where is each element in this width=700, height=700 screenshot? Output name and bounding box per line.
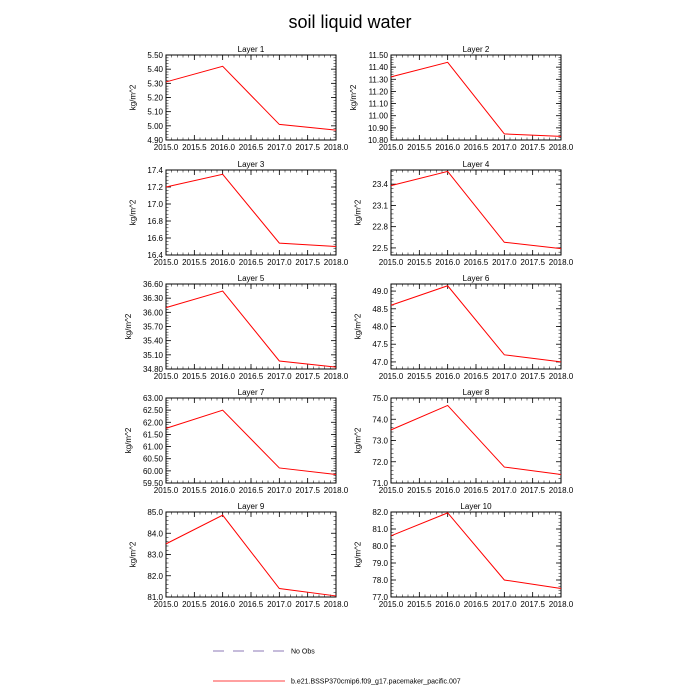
layer-7-ytick-label: 60.50 xyxy=(142,454,163,464)
layer-3-panel xyxy=(129,160,349,267)
layer-3-xtick-label: 2015.0 xyxy=(153,258,179,267)
layer-2-xtick-label: 2015.0 xyxy=(378,143,404,152)
layer-10-xtick-label: 2018.0 xyxy=(548,600,574,609)
layer-3-ylabel: kg/m^2 xyxy=(128,199,138,226)
layer-1-xtick-label: 2016.5 xyxy=(238,143,264,152)
layer-2-ytick-label: 11.50 xyxy=(368,51,388,60)
layer-8-ytick-label: 74.0 xyxy=(372,415,388,425)
layer-4-series-line xyxy=(391,171,561,248)
layer-4-xtick-label: 2018.0 xyxy=(548,258,574,267)
layer-10-ytick-label: 80.0 xyxy=(372,542,388,551)
layer-6-series-line xyxy=(391,286,561,362)
layer-6-xtick-label: 2018.0 xyxy=(548,372,574,381)
layer-2-xtick-label: 2016.5 xyxy=(463,143,489,152)
layer-1-xtick-label: 2015.0 xyxy=(153,143,179,152)
layer-7-xtick-label: 2017.5 xyxy=(295,486,320,495)
layer-1-xtick-label: 2015.5 xyxy=(182,143,207,152)
layer-9-ylabel: kg/m^2 xyxy=(128,541,138,568)
layer-8-ytick-label: 75.0 xyxy=(372,394,388,403)
layer-9-frame xyxy=(166,512,336,597)
layer-8-xtick-label: 2016.0 xyxy=(435,486,460,495)
layer-9-panel xyxy=(129,502,349,609)
layer-4-ytick-label: 22.5 xyxy=(372,243,388,253)
layer-2-title: Layer 2 xyxy=(462,45,490,54)
layer-7-xtick-label: 2015.0 xyxy=(153,486,179,495)
layer-8-xtick-label: 2015.0 xyxy=(378,486,404,495)
layer-8-frame xyxy=(391,398,561,483)
layer-10-xtick-label: 2015.5 xyxy=(407,600,432,609)
layer-2-xtick-label: 2015.5 xyxy=(407,143,432,152)
layer-5-series-line xyxy=(166,291,336,367)
layer-2-xtick-label: 2017.5 xyxy=(520,143,545,152)
layer-2-panel xyxy=(349,45,574,152)
layer-9-xtick-label: 2017.0 xyxy=(267,600,292,609)
layer-10-ytick-label: 78.0 xyxy=(372,576,388,585)
layer-1-xtick-label: 2017.0 xyxy=(267,143,292,152)
layer-1-xtick-label: 2017.5 xyxy=(295,143,320,152)
layer-4-ylabel: kg/m^2 xyxy=(353,199,363,226)
layer-6-ytick-label: 47.5 xyxy=(372,340,388,350)
layer-7-ytick-label: 62.50 xyxy=(142,406,163,416)
layer-9-ytick-label: 83.0 xyxy=(147,550,163,560)
layer-4-panel xyxy=(354,160,574,267)
layer-2-ytick-label: 11.00 xyxy=(368,111,388,121)
layer-7-panel xyxy=(124,388,349,495)
layer-5-xtick-label: 2018.0 xyxy=(323,372,349,381)
layer-7-xtick-label: 2018.0 xyxy=(323,486,349,495)
layer-7-ytick-label: 62.00 xyxy=(142,418,163,428)
layer-1-ytick-label: 5.10 xyxy=(147,107,163,117)
layer-2-ytick-label: 11.30 xyxy=(368,75,388,85)
layer-5-panel xyxy=(124,274,349,381)
layer-8-ylabel: kg/m^2 xyxy=(353,427,363,454)
layer-6-ytick-label: 48.5 xyxy=(372,304,388,314)
layer-7-frame xyxy=(166,398,336,483)
layer-7-ytick-label: 61.50 xyxy=(142,430,163,440)
layer-5-ylabel: kg/m^2 xyxy=(124,313,133,340)
layer-6-ylabel: kg/m^2 xyxy=(353,313,363,340)
layer-3-ytick-label: 17.4 xyxy=(147,166,163,175)
layer-8-xtick-label: 2018.0 xyxy=(548,486,574,495)
layer-6-title: Layer 6 xyxy=(462,274,490,283)
layer-5-xtick-label: 2017.0 xyxy=(267,372,292,381)
layer-1-series-line xyxy=(166,66,336,130)
layer-5-title: Layer 5 xyxy=(237,274,265,283)
layer-3-xtick-label: 2018.0 xyxy=(323,258,349,267)
layer-7-xtick-label: 2016.5 xyxy=(238,486,264,495)
layer-2-ytick-label: 11.10 xyxy=(368,99,388,109)
layer-1-xtick-label: 2018.0 xyxy=(323,143,349,152)
layer-1-ytick-label: 5.00 xyxy=(147,121,163,131)
legend xyxy=(213,649,461,686)
layer-8-ytick-label: 73.0 xyxy=(372,436,388,446)
panels xyxy=(124,45,574,609)
layer-6-xtick-label: 2017.0 xyxy=(492,372,517,381)
layer-6-panel xyxy=(354,274,574,381)
layer-6-xtick-label: 2015.0 xyxy=(378,372,404,381)
layer-4-ytick-label: 23.1 xyxy=(372,201,388,211)
layer-10-panel xyxy=(354,502,574,609)
layer-1-ytick-label: 4.90 xyxy=(147,136,163,145)
layer-5-xtick-label: 2016.5 xyxy=(238,372,264,381)
layer-2-xtick-label: 2017.0 xyxy=(492,143,517,152)
layer-6-xtick-label: 2015.5 xyxy=(407,372,432,381)
layer-5-ytick-label: 34.80 xyxy=(142,365,163,374)
layer-5-xtick-label: 2015.5 xyxy=(182,372,207,381)
layer-7-series-line xyxy=(166,410,336,474)
layer-1-ytick-label: 5.30 xyxy=(147,79,163,89)
layer-4-title: Layer 4 xyxy=(462,160,490,169)
figure-title: soil liquid water xyxy=(288,12,412,32)
layer-4-xtick-label: 2017.0 xyxy=(492,258,517,267)
layer-1-title: Layer 1 xyxy=(237,45,265,54)
layer-7-ylabel: kg/m^2 xyxy=(124,427,133,454)
layer-8-xtick-label: 2016.5 xyxy=(463,486,489,495)
layer-2-ylabel: kg/m^2 xyxy=(349,84,358,111)
layer-7-xtick-label: 2016.0 xyxy=(210,486,235,495)
layer-10-ytick-label: 81.0 xyxy=(372,525,388,534)
layer-1-ytick-label: 5.50 xyxy=(147,51,163,60)
layer-5-ytick-label: 36.00 xyxy=(142,308,163,318)
layer-2-ytick-label: 11.40 xyxy=(368,63,388,73)
layer-1-panel xyxy=(129,45,349,152)
layer-5-xtick-label: 2015.0 xyxy=(153,372,179,381)
layer-10-xtick-label: 2015.0 xyxy=(378,600,404,609)
layer-4-xtick-label: 2015.5 xyxy=(407,258,432,267)
layer-7-ytick-label: 60.00 xyxy=(142,466,163,476)
layer-8-panel xyxy=(354,388,574,495)
layer-1-ytick-label: 5.40 xyxy=(147,65,163,75)
layer-5-ytick-label: 35.40 xyxy=(142,336,163,346)
layer-10-ytick-label: 79.0 xyxy=(372,559,388,568)
layer-3-title: Layer 3 xyxy=(237,160,265,169)
layer-1-ytick-label: 5.20 xyxy=(147,93,163,103)
layer-4-xtick-label: 2017.5 xyxy=(520,258,545,267)
layer-7-ytick-label: 61.00 xyxy=(142,442,163,452)
layer-3-frame xyxy=(166,170,336,255)
layer-9-ytick-label: 82.0 xyxy=(147,571,163,581)
layer-3-xtick-label: 2016.5 xyxy=(238,258,264,267)
layer-2-ytick-label: 10.80 xyxy=(367,136,388,145)
layer-9-ytick-label: 85.0 xyxy=(147,508,163,517)
layer-9-xtick-label: 2015.0 xyxy=(153,600,179,609)
layer-3-xtick-label: 2017.5 xyxy=(295,258,320,267)
layer-3-xtick-label: 2017.0 xyxy=(267,258,292,267)
layer-4-xtick-label: 2016.5 xyxy=(463,258,489,267)
layer-2-ytick-label: 10.90 xyxy=(367,123,388,133)
layer-10-ytick-label: 77.0 xyxy=(372,593,388,602)
layer-9-series-line xyxy=(166,515,336,596)
layer-6-xtick-label: 2017.5 xyxy=(520,372,545,381)
layer-10-xtick-label: 2017.0 xyxy=(492,600,517,609)
layer-3-series-line xyxy=(166,174,336,246)
layer-3-ytick-label: 16.8 xyxy=(147,217,163,226)
layer-4-xtick-label: 2016.0 xyxy=(435,258,460,267)
layer-3-xtick-label: 2015.5 xyxy=(182,258,207,267)
layer-2-series-line xyxy=(391,62,561,136)
layer-8-xtick-label: 2017.5 xyxy=(520,486,545,495)
layer-4-ytick-label: 23.4 xyxy=(372,180,388,190)
layer-7-xtick-label: 2015.5 xyxy=(182,486,207,495)
layer-7-ytick-label: 63.00 xyxy=(142,394,163,403)
layer-8-xtick-label: 2015.5 xyxy=(407,486,432,495)
layer-3-ytick-label: 16.6 xyxy=(147,234,163,243)
layer-10-xtick-label: 2017.5 xyxy=(520,600,545,609)
layer-9-ytick-label: 84.0 xyxy=(147,529,163,539)
layer-8-title: Layer 8 xyxy=(462,388,490,397)
layer-6-xtick-label: 2016.5 xyxy=(463,372,489,381)
layer-10-ytick-label: 82.0 xyxy=(372,508,388,517)
layer-1-xtick-label: 2016.0 xyxy=(210,143,235,152)
layer-8-ytick-label: 71.0 xyxy=(372,479,388,488)
layer-5-ytick-label: 36.60 xyxy=(142,280,163,289)
layer-10-title: Layer 10 xyxy=(460,502,492,511)
layer-5-ytick-label: 36.30 xyxy=(142,294,163,304)
layer-10-ylabel: kg/m^2 xyxy=(353,541,363,568)
layer-5-xtick-label: 2016.0 xyxy=(210,372,235,381)
layer-9-title: Layer 9 xyxy=(237,502,265,511)
layer-10-xtick-label: 2016.5 xyxy=(463,600,489,609)
layer-2-ytick-label: 11.20 xyxy=(368,87,388,97)
layer-9-xtick-label: 2017.5 xyxy=(295,600,320,609)
layer-10-series-line xyxy=(391,513,561,589)
layer-4-xtick-label: 2015.0 xyxy=(378,258,404,267)
layer-5-xtick-label: 2017.5 xyxy=(295,372,320,381)
layer-3-ytick-label: 17.2 xyxy=(147,183,163,192)
layer-2-xtick-label: 2018.0 xyxy=(548,143,574,152)
layer-2-xtick-label: 2016.0 xyxy=(435,143,460,152)
layer-7-xtick-label: 2017.0 xyxy=(267,486,292,495)
layer-4-ytick-label: 22.8 xyxy=(372,222,388,232)
layer-9-xtick-label: 2015.5 xyxy=(182,600,207,609)
layer-8-ytick-label: 72.0 xyxy=(372,457,388,467)
layer-4-frame xyxy=(391,170,561,255)
layer-9-ytick-label: 81.0 xyxy=(147,593,163,602)
layer-9-xtick-label: 2016.0 xyxy=(210,600,235,609)
layer-1-ylabel: kg/m^2 xyxy=(128,84,138,111)
layer-10-xtick-label: 2016.0 xyxy=(435,600,460,609)
layer-6-ytick-label: 47.0 xyxy=(372,357,388,367)
layer-3-ytick-label: 16.4 xyxy=(147,251,163,260)
layer-3-xtick-label: 2016.0 xyxy=(210,258,235,267)
layer-7-ytick-label: 59.50 xyxy=(142,479,163,488)
layer-6-ytick-label: 49.0 xyxy=(372,287,388,297)
legend-label-no-obs: No Obs xyxy=(291,648,315,656)
layer-9-xtick-label: 2016.5 xyxy=(238,600,264,609)
layer-3-ytick-label: 17.0 xyxy=(147,200,163,209)
layer-8-xtick-label: 2017.0 xyxy=(492,486,517,495)
layer-7-title: Layer 7 xyxy=(237,388,265,397)
layer-5-ytick-label: 35.70 xyxy=(142,322,163,332)
layer-9-xtick-label: 2018.0 xyxy=(323,600,349,609)
layer-5-ytick-label: 35.10 xyxy=(142,350,163,360)
layer-6-ytick-label: 48.0 xyxy=(372,322,388,332)
legend-label-model: b.e21.BSSP370cmip6.f09_g17.pacemaker_pacific.007 xyxy=(291,678,461,686)
layer-6-xtick-label: 2016.0 xyxy=(435,372,460,381)
layer-8-series-line xyxy=(391,405,561,474)
